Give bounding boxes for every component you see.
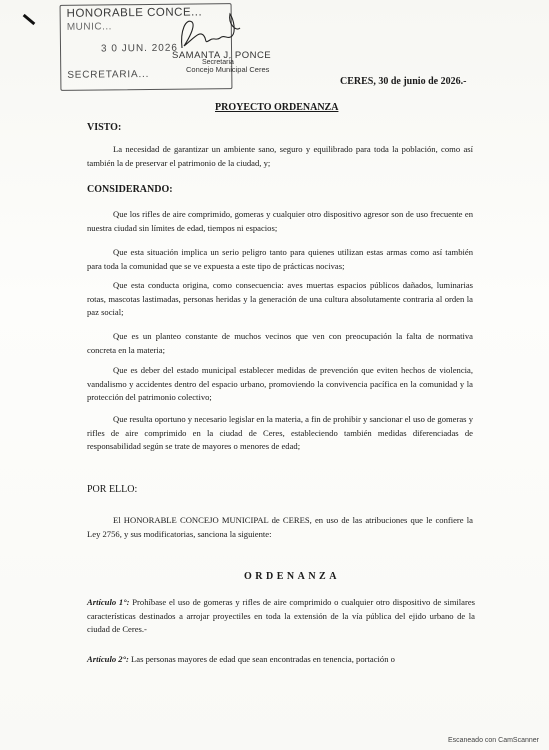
signer-role: Secretaria xyxy=(202,59,234,66)
signer-name: SAMANTA J. PONCE xyxy=(172,50,272,61)
considerando-heading: CONSIDERANDO: xyxy=(87,184,173,195)
signature-block xyxy=(172,50,271,74)
considerando-text-2: Que esta situación implica un serio peligro tanto para quienes utilizan estas armas como así también para toda la comunidad que se ve expuesta a este tipo de prácticas nocivas; xyxy=(87,247,473,271)
considerando-paragraph-5 xyxy=(87,364,473,405)
considerando-paragraph-6 xyxy=(87,413,473,454)
considerando-paragraph-3 xyxy=(87,279,473,320)
por-ello-text: El HONORABLE CONCEJO MUNICIPAL de CERES, en uso de las atribuciones que le confiere la Ley 2756, y sus modificatorias, sanciona la siguiente: xyxy=(87,515,473,539)
article-1 xyxy=(87,596,475,637)
document-title: PROYECTO ORDENANZA xyxy=(215,102,339,113)
article-2 xyxy=(87,653,475,667)
considerando-text-3: Que esta conducta origina, como consecuencia: aves muertas espacios públicos dañados, luminarias rotas, mascotas lastimadas, personas heridas y la generación de una cultura absolutamente contraria al orden la paz social; xyxy=(87,280,473,317)
ordenanza-heading: ORDENANZA xyxy=(244,571,340,582)
considerando-paragraph-2 xyxy=(87,246,473,273)
considerando-paragraph-4 xyxy=(87,330,473,357)
considerando-text-5: Que es deber del estado municipal establecer medidas de prevención que eviten hechos de violencia, vandalismo y accidentes dentro del espacio urbano, promoviendo la convivencia pacífica en la comunidad y la protección del patrimonio colectivo; xyxy=(87,365,473,402)
article-1-text: Prohíbase el uso de gomeras y rifles de aire comprimido o cualquier otro dispositivo de similares características destinados a arrojar proyectiles en toda la extensión de la vía pública del ejido urbano de la ciudad de Ceres.- xyxy=(87,597,475,634)
article-1-label: Artículo 1°: xyxy=(87,597,130,607)
signer-organization: Concejo Municipal Ceres xyxy=(186,65,270,74)
scan-mark xyxy=(23,14,36,25)
stamp-line-3: SECRETARIA... xyxy=(67,68,150,81)
stamp-line-1: HONORABLE CONCE... xyxy=(66,6,203,20)
stamp-line-2: MUNIC... xyxy=(66,21,112,33)
considerando-text-6: Que resulta oportuno y necesario legislar en la materia, a fin de prohibir y sancionar el uso de gomeras y rifles de aire comprimido en la ciudad de Ceres, estableciendo también medidas diferenciadas de responsabilidad según se trate de mayores o menores de edad; xyxy=(87,414,473,451)
considerando-text-4: Que es un planteo constante de muchos vecinos que ven con preocupación la falta de normativa concreta en la materia; xyxy=(87,331,473,355)
article-2-text: Las personas mayores de edad que sean encontradas en tenencia, portación o xyxy=(131,654,395,664)
scanner-watermark: Escaneado con CamScanner xyxy=(447,737,539,744)
por-ello-paragraph xyxy=(87,514,473,541)
visto-text: La necesidad de garantizar un ambiente sano, seguro y equilibrado para toda la población, como así también la de preservar el patrimonio de la ciudad, y; xyxy=(87,144,473,168)
visto-heading: VISTO: xyxy=(87,122,122,133)
place-and-date: CERES, 30 de junio de 2026.- xyxy=(340,76,467,87)
considerando-text-1: Que los rifles de aire comprimido, gomeras y cualquier otro dispositivo agresor son de uso frecuente en nuestra ciudad sin límites de edad, tiempos ni espacios; xyxy=(87,209,473,233)
considerando-paragraph-1 xyxy=(87,208,473,235)
visto-paragraph xyxy=(87,143,473,170)
stamp-date: 3 0 JUN. 2026 xyxy=(100,42,179,55)
article-2-label: Artículo 2°: xyxy=(87,654,129,664)
por-ello-heading: POR ELLO: xyxy=(87,484,138,495)
